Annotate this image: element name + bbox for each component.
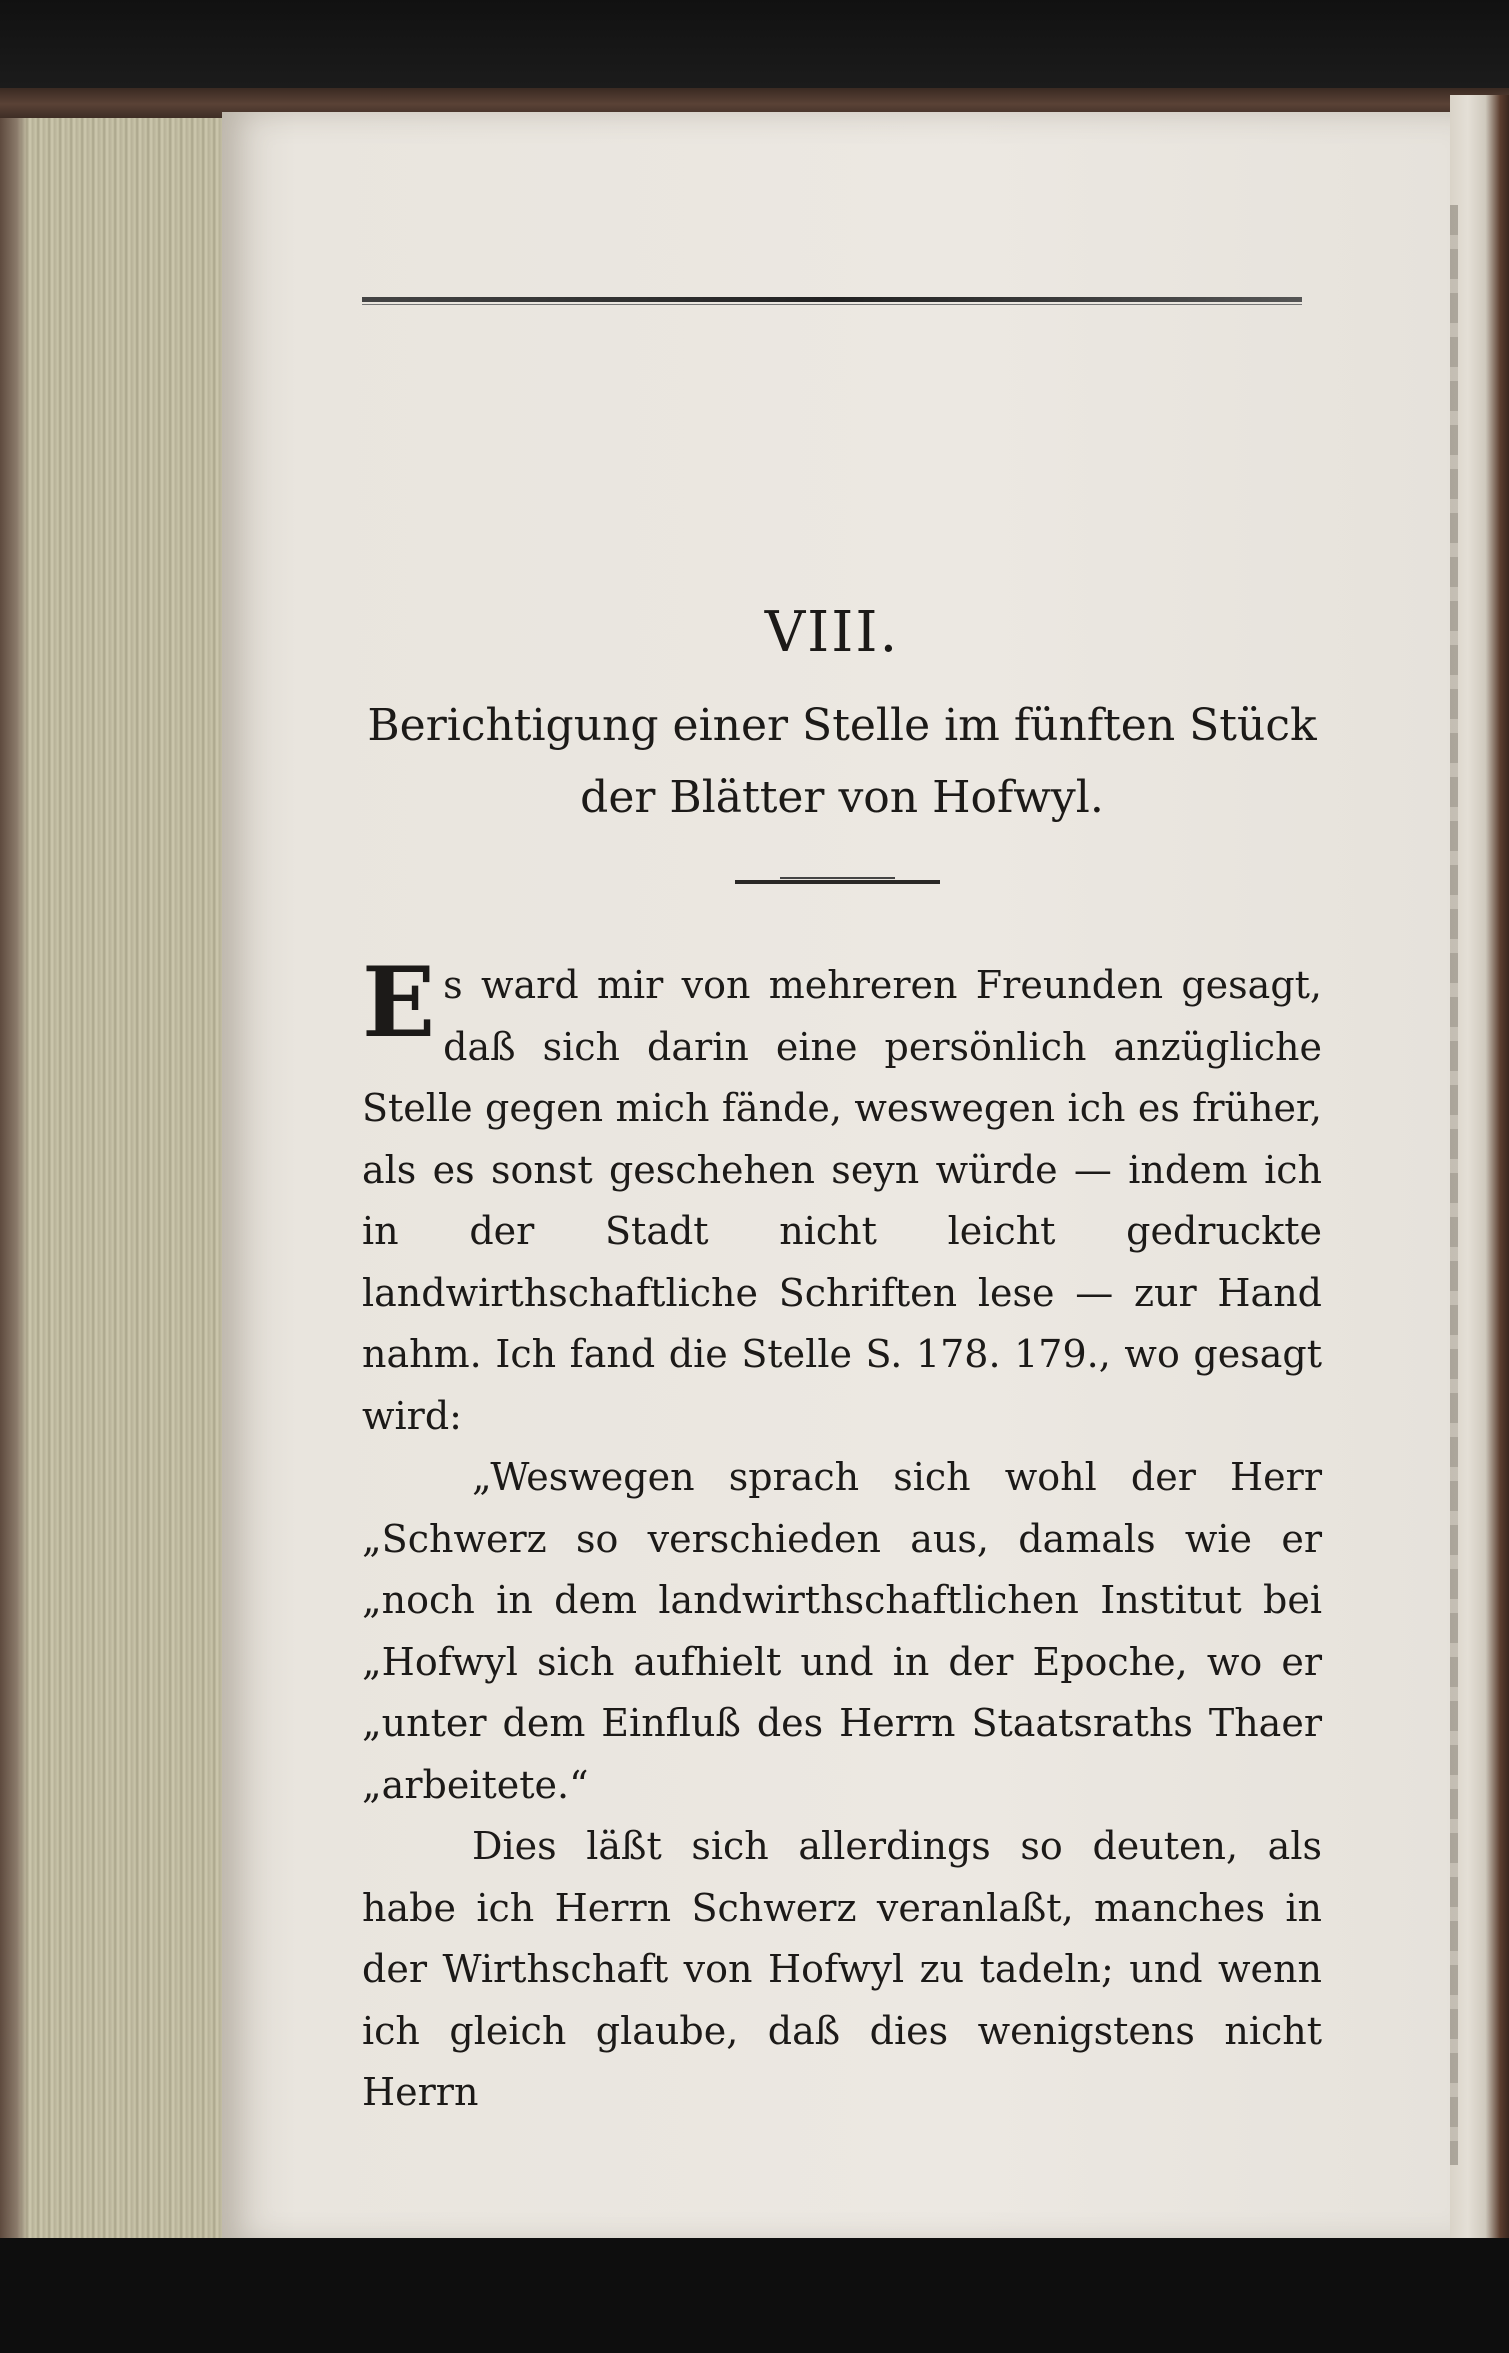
paragraph-3: Dies läßt sich allerdings so deuten, als habe ich Herrn Schwerz veranlaßt, manches in der Wirthschaft von Hofwyl zu tadeln; und wenn ich gleich glaube, daß dies wenigstens nicht Herrn	[362, 1824, 1322, 2114]
facing-page-edge	[1450, 95, 1509, 2245]
section-divider	[735, 880, 940, 884]
drop-cap: E	[362, 946, 436, 1059]
chapter-number: VIII.	[764, 600, 900, 665]
chapter-title: Berichtigung einer Stelle im fünften Stück der Blätter von Hofwyl.	[367, 700, 1317, 823]
background-shadow	[0, 2238, 1509, 2353]
quotation: „Weswegen sprach sich wohl der Herr „Schwerz so verschieden aus, damals wie er „noch in dem landwirthschaftlichen Institut bei „Hofwyl sich aufhielt und in der Epoche, wo er „unter dem Einfluß des Herrn Staatsraths Thaer „arbeitete.“	[362, 1455, 1322, 1807]
paragraph-1	[362, 946, 1322, 1447]
header-rule	[362, 297, 1302, 302]
paragraph-1-text: s ward mir von mehreren Freunden gesagt, daß sich darin eine persönlich anzügliche Stelle gegen mich fände, weswegen ich es früher, als es sonst geschehen seyn würde — indem ich in der Stadt nicht leicht gedruckte landwirthschaftliche Schriften lese — zur Hand nahm. Ich fand die Stelle S. 178. 179., wo gesagt wird:	[362, 963, 1322, 1438]
body-text	[362, 946, 1322, 2124]
